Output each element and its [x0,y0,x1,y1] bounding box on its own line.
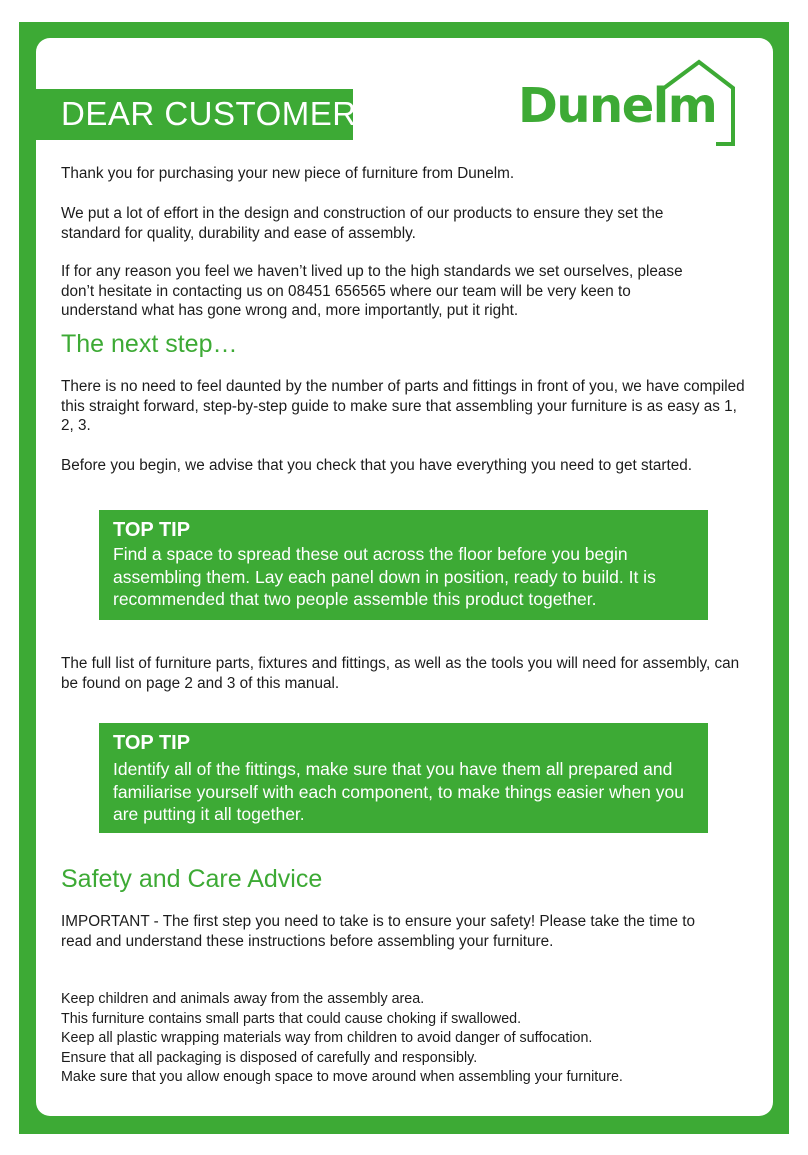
top-tip-body: Identify all of the fittings, make sure that you have them all prepared and familiarise yourself with each component, to make things easier when you are putting it all together. [113,759,684,824]
list-item: Keep all plastic wrapping materials way from children to avoid danger of suffocation. [61,1030,593,1047]
safety-important-note: IMPORTANT - The first step you need to take is to ensure your safety! Please take the time to read and understand these instructions before assembling your furniture. [61,913,695,950]
next-step-paragraph-2: Before you begin, we advise that you check that you have everything you need to get started. [61,457,692,474]
list-item: This furniture contains small parts that could cause choking if swallowed. [61,1010,522,1027]
intro-paragraph-1: Thank you for purchasing your new piece of furniture from Dunelm. [61,165,515,182]
intro-paragraph-3: If for any reason you feel we haven’t lived up to the high standards we set ourselves, please don’t hesitate in contacting us on 08451 656565 where our team will be very keen to understand what has gone wrong and, more importantly, put it right. [61,263,683,319]
top-tip-title: TOP TIP [113,732,191,754]
list-item: Ensure that all packaging is disposed of carefully and responsibly. [61,1049,478,1066]
top-tip-body: Find a space to spread these out across the floor before you begin assembling them. Lay each panel down in position, ready to build. It is recommended that two people assemble this product together. [113,544,656,609]
parts-list-note: The full list of furniture parts, fixtures and fittings, as well as the tools you will need for assembly, can be found on page 2 and 3 of this manual. [61,655,740,692]
page-title: DEAR CUSTOMER [61,95,357,132]
list-item: Make sure that you allow enough space to move around when assembling your furniture. [61,1069,623,1086]
next-step-heading: The next step… [61,330,238,358]
top-tip-box-2 [99,723,708,833]
top-tip-box-1 [99,510,708,620]
safety-list [61,990,761,1088]
brand-logo-text: Dunelm [518,78,717,134]
intro-paragraph-2: We put a lot of effort in the design and construction of our products to ensure they set the standard for quality, durability and ease of assembly. [61,205,664,242]
next-step-paragraph-1: There is no need to feel daunted by the number of parts and fittings in front of you, we have compiled this straight forward, step-by-step guide to make sure that assembling your furniture is as easy as 1, 2, 3. [61,378,745,434]
safety-heading: Safety and Care Advice [61,865,323,893]
top-tip-title: TOP TIP [113,519,191,541]
list-item: Keep children and animals away from the assembly area. [61,991,425,1007]
